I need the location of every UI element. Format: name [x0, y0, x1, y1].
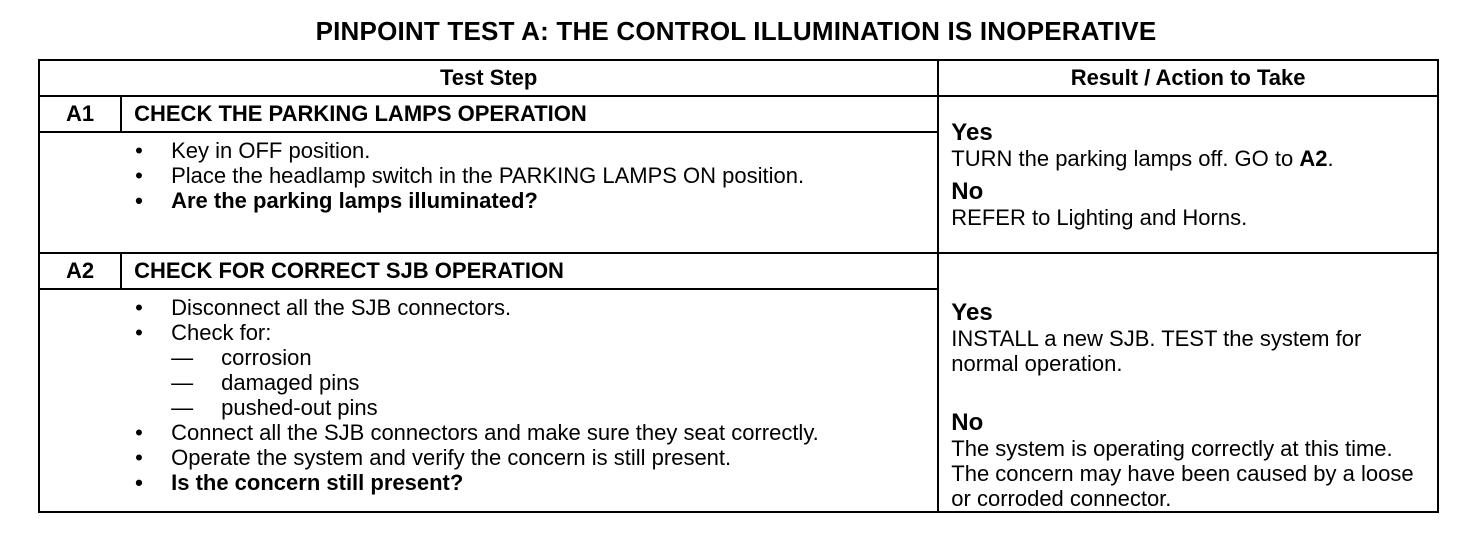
list-item: • Key in OFF position.: [121, 138, 937, 163]
yes-action-a1: TURN the parking lamps off. GO to A2.: [951, 145, 1334, 171]
step-a1-title-row: [39, 96, 1438, 132]
list-item: • Disconnect all the SJB connectors.: [121, 295, 937, 320]
yes-label-a1: Yes: [951, 118, 993, 146]
step-a2-title-row: [39, 253, 1438, 289]
no-label-a1: No: [951, 177, 984, 205]
yes-label-a2: Yes: [951, 299, 993, 326]
sublist-item: — damaged pins: [171, 370, 937, 395]
header-result-action: Result / Action to Take: [938, 60, 1438, 96]
step-title-a2: CHECK FOR CORRECT SJB OPERATION: [121, 253, 938, 289]
page-title: PINPOINT TEST A: THE CONTROL ILLUMINATION IS INOPERATIVE: [315, 16, 1157, 46]
list-item: • Check for: — corrosion — damaged pins — pushed-out pins: [121, 320, 937, 420]
step-title-a1: CHECK THE PARKING LAMPS OPERATION: [121, 96, 938, 132]
no-action-a1: REFER to Lighting and Horns.: [951, 204, 1248, 230]
sublist-item: — corrosion: [171, 345, 937, 370]
no-action-a2: The system is operating correctly at this time. The concern may have been caused by a loose or corroded connector.: [951, 436, 1414, 511]
step-a1-id-spacer: [39, 132, 121, 253]
list-item: • Place the headlamp switch in the PARKING LAMPS ON position.: [121, 163, 811, 188]
no-label-a2: No: [951, 409, 984, 436]
step-a1-body: [121, 132, 938, 253]
step-id-a2: A2: [39, 253, 121, 289]
yes-action-a2: INSTALL a new SJB. TEST the system for normal operation.: [951, 326, 1362, 376]
check-for-sublist: [171, 345, 937, 420]
header-test-step: Test Step: [39, 60, 938, 96]
step-a2-id-spacer: [39, 289, 121, 512]
step-a1-result: [938, 96, 1438, 253]
step-a2-result: [938, 253, 1438, 512]
step-a2-body: [121, 289, 938, 512]
step-id-a1: A1: [39, 96, 121, 132]
question-item: • Is the concern still present?: [121, 470, 937, 495]
table-header-row: [39, 60, 1438, 96]
list-item: • Operate the system and verify the concern is still present.: [121, 445, 937, 470]
question-item: • Are the parking lamps illuminated?: [121, 188, 937, 213]
list-item: • Connect all the SJB connectors and make sure they seat correctly.: [121, 420, 851, 445]
sublist-item: — pushed-out pins: [171, 395, 937, 420]
pinpoint-test-table: [38, 59, 1439, 513]
